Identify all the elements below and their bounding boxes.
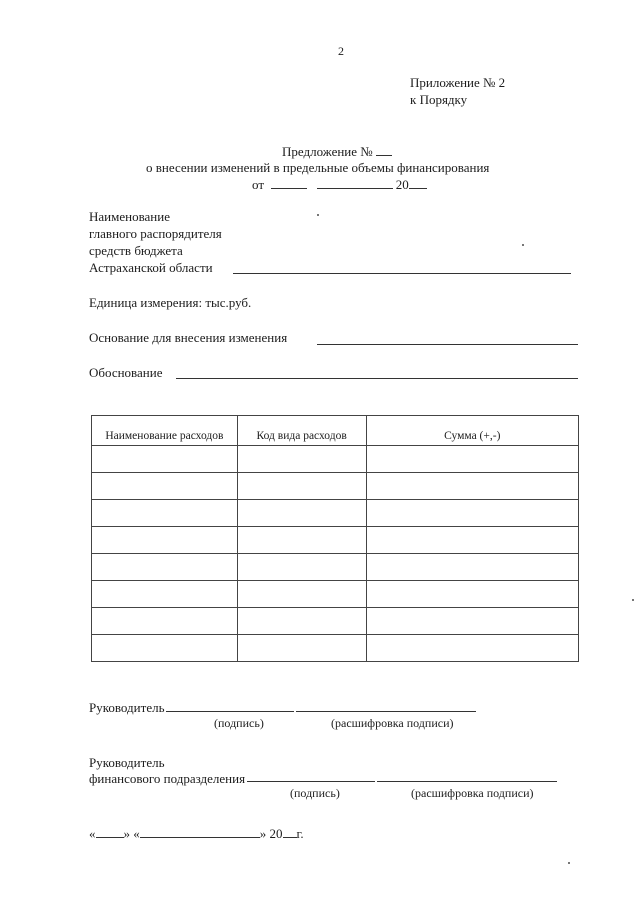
date-line [89,825,304,842]
table-row [92,635,579,662]
appendix-line-2: к Порядку [410,92,468,107]
table-row [92,446,579,473]
title-line-2: о внесении изменений в предельные объемы финансирования [146,160,490,175]
expenses-table [91,415,579,662]
basis-field[interactable] [317,344,578,345]
title-number-label: Предложение № [282,144,373,159]
table-row [92,527,579,554]
title-day-blank[interactable] [271,176,307,189]
table-cell[interactable] [92,608,238,635]
table-cell[interactable] [366,635,578,662]
date-year-blank[interactable] [283,825,297,838]
manager-label-line-4: Астраханской области [89,260,213,275]
table-cell[interactable] [92,500,238,527]
table-cell[interactable] [366,446,578,473]
page-number: 2 [338,44,344,58]
table-cell[interactable] [92,554,238,581]
table-cell[interactable] [92,473,238,500]
signature2-sign-caption: (подпись) [290,786,340,800]
table-row [92,608,579,635]
table-cell[interactable] [237,473,366,500]
table-row [92,554,579,581]
signature2-label-line-1: Руководитель [89,755,165,770]
table-cell[interactable] [366,500,578,527]
justification-field[interactable] [176,378,578,379]
scan-speck [568,862,570,864]
signature1-label: Руководитель [89,700,165,715]
table-header-row [92,416,579,446]
date-day-blank[interactable] [96,825,124,838]
table-cell[interactable] [237,635,366,662]
signature2-decode-field[interactable] [377,781,557,782]
table-cell[interactable] [237,581,366,608]
date-month-blank[interactable] [140,825,260,838]
table-row [92,500,579,527]
justification-label: Обоснование [89,365,163,380]
signature2-sign-field[interactable] [247,781,375,782]
signature2-label-line-2: финансового подразделения [89,771,246,786]
appendix-line-1: Приложение № 2 [410,75,506,90]
table-cell[interactable] [237,527,366,554]
signature2-decode-caption: (расшифровка подписи) [411,786,534,800]
column-header-expense-name: Наименование расходов [92,416,238,446]
scan-speck [317,214,319,216]
table-cell[interactable] [237,500,366,527]
date-year-prefix: 20 [269,826,283,841]
title-year-prefix: 20 [395,177,409,192]
table-row [92,473,579,500]
column-header-expense-code: Код вида расходов [237,416,366,446]
title-month-blank[interactable] [317,176,393,189]
table-cell[interactable] [92,527,238,554]
title-number-blank[interactable] [376,143,392,156]
table-cell[interactable] [237,608,366,635]
manager-label-line-2: главного распорядителя [89,226,222,241]
date-open-quote-2: « [133,826,140,841]
manager-name-field[interactable] [233,273,571,274]
manager-label-line-1: Наименование [89,209,170,224]
basis-label: Основание для внесения изменения [89,330,288,345]
table-cell[interactable] [92,446,238,473]
scan-speck [522,244,524,246]
date-close-quote-1: » [123,826,130,841]
table-cell[interactable] [237,554,366,581]
table-row [92,581,579,608]
signature1-decode-caption: (расшифровка подписи) [331,716,454,730]
date-close-quote-2: » [259,826,267,841]
signature1-sign-caption: (подпись) [214,716,264,730]
title-line-3 [252,176,427,193]
table-cell[interactable] [366,608,578,635]
title-date-prefix: от [252,177,265,192]
signature1-decode-field[interactable] [296,711,476,712]
table-cell[interactable] [92,635,238,662]
manager-label-line-3: средств бюджета [89,243,183,258]
date-open-quote-1: « [89,826,96,841]
table-cell[interactable] [237,446,366,473]
table-cell[interactable] [92,581,238,608]
table-cell[interactable] [366,473,578,500]
table-cell[interactable] [366,527,578,554]
title-line-1 [282,143,392,160]
date-year-suffix: г. [296,826,304,841]
scan-speck [632,599,634,601]
table-cell[interactable] [366,581,578,608]
title-year-blank[interactable] [409,176,427,189]
signature1-sign-field[interactable] [166,711,294,712]
unit-text: Единица измерения: тыс.руб. [89,295,252,310]
table-cell[interactable] [366,554,578,581]
column-header-amount: Сумма (+,-) [366,416,578,446]
